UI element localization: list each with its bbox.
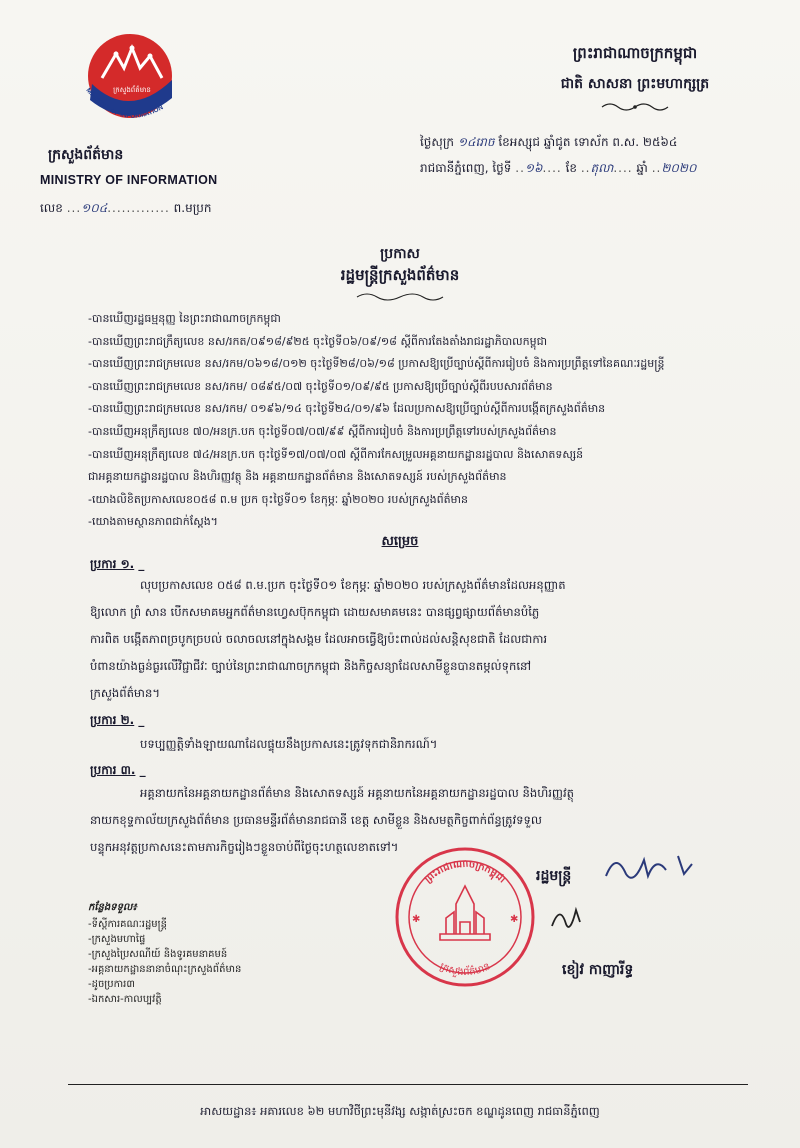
- recipients-header: កន្លែងទទួល៖: [88, 902, 137, 913]
- article-line: បំពានយ៉ាងធ្ងន់ធ្ងរលើវិជ្ជាជីវៈ ច្បាប់នៃព្រះរាជាណាចក្រកម្ពុជា និងកិច្ចសន្យាដែលសាមីខ្លួនបានតម្កល់ទុកនៅ: [90, 659, 532, 673]
- document-type-title: ប្រកាស: [380, 246, 420, 262]
- logo-ring-text: MINISTRY OF INFORMATION: [84, 87, 165, 120]
- ministry-logo-block: [40, 28, 230, 143]
- signatory-title: រដ្ឋមន្ត្រី: [536, 868, 572, 884]
- ornament-icon: [600, 101, 670, 113]
- recipients-list: [88, 900, 241, 1007]
- article-3-heading: ប្រការ ៣. _: [90, 763, 146, 777]
- date-lunar-hand: ១៤រោច: [457, 135, 495, 149]
- ref-suffix: ព.មប្រក: [173, 201, 212, 215]
- signature-mark-icon: [596, 846, 706, 886]
- svg-text:ក្រសួងព័ត៌មាន: ក្រសួងព័ត៌មាន: [437, 961, 493, 979]
- preamble-item: -បានឃើញរដ្ឋធម្មនុញ្ញ នៃព្រះរាជាណាចក្រកម្ពុជា: [88, 312, 281, 325]
- ministry-name-en: MINISTRY OF INFORMATION: [40, 173, 218, 187]
- preamble-list: [88, 308, 778, 534]
- preamble-item: -បានឃើញព្រះរាជក្រឹត្យលេខ នស/រកត/០៩១៨/៩២៥ ចុះថ្ងៃទី០៦/០៩/១៨ ស្តីពីការតែងតាំងរាជរដ្ឋាភិបាលកម្ពុជា: [88, 334, 548, 348]
- signatory-name: ខៀវ កាញារីទ្ធ: [562, 962, 634, 978]
- preamble-item: -បានឃើញព្រះរាជក្រមលេខ នស/រកម/ ០១៩៦/១៤ ចុះថ្ងៃទី២៤/០១/៩៦ ដែលប្រកាសឱ្យប្រើច្បាប់ស្តីពីការបង្កើតក្រសួងព័ត៌មាន: [88, 402, 606, 416]
- article-2-body: [90, 731, 770, 758]
- document-issuer-title: រដ្ឋមន្ត្រីក្រសួងព័ត៌មាន: [340, 266, 460, 284]
- article-line: អគ្គនាយកនៃអគ្គនាយកដ្ឋានព័ត៌មាន និងសោតទស្សន៍ អគ្គនាយកនៃអគ្គនាយកដ្ឋានរដ្ឋបាល និងហិរញ្ញវត្ថុ: [140, 786, 574, 800]
- article-2-heading: ប្រការ ២. _: [90, 713, 145, 727]
- preamble-item: -យោងតាមស្ថានភាពជាក់ស្តែង។: [88, 515, 218, 529]
- article-line: ឱ្យលោក ព្រំ សាន បើកសមាគមអ្នកព័ត៌មានហ្វេសប៊ុកកម្ពុជា ដោយសមាគមនេះ បានផ្សព្វផ្សាយព័ត៌មានបំភ្លៃ: [90, 605, 540, 619]
- recipient-item: -ដូចប្រការ៣: [88, 979, 135, 990]
- title-ornament-icon: [355, 291, 445, 303]
- footer-divider: [68, 1084, 748, 1085]
- ref-number: ១០៤: [81, 201, 108, 215]
- kingdom-title: ព្រះរាជាណាចក្រកម្ពុជា: [572, 44, 698, 62]
- kingdom-motto: ជាតិ សាសនា ព្រះមហាក្សត្រ: [560, 76, 710, 92]
- decision-heading: សម្រេច: [381, 534, 419, 549]
- svg-text:✱: ✱: [510, 914, 519, 925]
- article-1-body: [90, 572, 770, 707]
- article-line: លុបប្រកាសលេខ ០៥៨ ព.ម.ប្រក ចុះថ្ងៃទី០១ ខែកុម្ភៈ ឆ្នាំ២០២០ របស់ក្រសួងព័ត៌មានដែលអនុញ្ញាត: [140, 578, 566, 592]
- article-line: នាយកខុទ្ទកាល័យក្រសួងព័ត៌មាន ប្រធានមន្ទីរព័ត៌មានរាជធានី ខេត្ត សាមីខ្លួន និងសមត្ថកិច្ចពាក់ព័ន្ធត្រូវទទួល: [90, 813, 542, 827]
- logo-km-small: ក្រសួងព័ត៌មាន: [113, 86, 151, 94]
- official-stamp-icon: [390, 842, 540, 992]
- preamble-item: -បានឃើញព្រះរាជក្រមលេខ នស/រកម/០៦១៨/០១២ ចុះថ្ងៃទី២៨/០៦/១៨ ប្រកាសឱ្យប្រើច្បាប់ស្តីពីការរៀបចំ និងការប្រព្រឹត្តទៅនៃគណៈរដ្ឋមន្ត្រី: [88, 357, 665, 371]
- recipient-item: -ទីស្តីការគណៈរដ្ឋមន្ត្រី: [88, 919, 167, 930]
- article-1-heading: ប្រការ ១. _: [90, 557, 145, 571]
- svg-text:✱: ✱: [412, 914, 421, 925]
- ministry-logo-icon: [72, 28, 192, 143]
- preamble-item: -បានឃើញអនុក្រឹត្យលេខ ៧៤/អនក្រ.បក ចុះថ្ងៃទី១៧/០៧/០៧ ស្តីពីការកែសម្រួលអគ្គនាយកដ្ឋានរដ្ឋបាល និងសោតទស្សន៍: [88, 447, 584, 461]
- reference-number: លេខ ...១០៤............. ព.មប្រក: [40, 201, 212, 215]
- ref-prefix: លេខ: [40, 201, 63, 215]
- article-line: ការពិត បង្កើតភាពច្របូកច្របល់ ចលាចលនៅក្នុងសង្គម ដែលអាចធ្វើឱ្យប៉ះពាល់ដល់សន្តិសុខជាតិ ដែលជាការ: [90, 632, 548, 646]
- svg-text:ព្រះរាជាណាចក្រកម្ពុជា: ព្រះរាជាណាចក្រកម្ពុជា: [422, 858, 508, 886]
- article-line: បទប្បញ្ញត្តិទាំងឡាយណាដែលផ្ទុយនឹងប្រកាសនេះត្រូវទុកជានិរាករណ៍។: [140, 737, 438, 751]
- kingdom-header: [505, 44, 765, 117]
- date-lunar: ថ្ងៃសុក្រ ១៤រោច ខែអស្សុជ ឆ្នាំជូត ទោស័ក ព.ស. ២៥៦៤: [420, 135, 678, 149]
- date-solar: រាជធានីភ្នំពេញ, ថ្ងៃទី ..១៦.... ខែ ..តុលា.... ឆ្នាំ ..២០២០: [420, 161, 697, 175]
- ministry-name-km: ក្រសួងព័ត៌មាន: [48, 147, 124, 163]
- preamble-item: -បានឃើញអនុក្រឹត្យលេខ ៧០/អនក្រ.បក ចុះថ្ងៃទី០៧/០៧/៩៩ ស្តីពីការរៀបចំ និងការប្រព្រឹត្តទៅរបស់ក្រសួងព័ត៌មាន: [88, 424, 557, 438]
- preamble-item: -បានឃើញព្រះរាជក្រមលេខ នស/រកម/ ០៨៩៥/០៧ ចុះថ្ងៃទី០១/០៩/៩៥ ប្រកាសឱ្យប្រើច្បាប់ស្តីពីរបបសារព័ត៌មាន: [88, 379, 553, 393]
- recipient-item: -ក្រសួងមហាផ្ទៃ: [88, 934, 146, 945]
- article-line: ក្រសួងព័ត៌មាន។: [90, 686, 160, 700]
- recipient-item: -អគ្គនាយកដ្ឋាននានាចំណុះក្រសួងព័ត៌មាន: [88, 964, 242, 975]
- recipient-item: -ក្រសួងប្រៃសណីយ៍ និងទូរគមនាគមន៍: [88, 949, 228, 960]
- footer-address: អាសយដ្ឋាន៖ អគារលេខ ៦២ មហាវិថីព្រះមុនីវង្ស សង្កាត់ស្រះចក ខណ្ឌដូនពេញ រាជធានីភ្នំពេញ: [200, 1104, 600, 1118]
- initials-signature-icon: [546, 900, 586, 936]
- article-line: បន្ទុកអនុវត្តប្រកាសនេះតាមភារកិច្ចរៀងៗខ្លួនចាប់ពីថ្ងៃចុះហត្ថលេខាតទៅ។: [90, 840, 399, 854]
- preamble-item: ជាអគ្គនាយកដ្ឋានរដ្ឋបាល និងហិរញ្ញវត្ថុ និង អគ្គនាយកដ្ឋានព័ត៌មាន និងសោតទស្សន៍ របស់ក្រសួងព័ត៌មាន: [88, 470, 507, 484]
- recipient-item: -ឯកសារ-កាលប្បវត្តិ: [88, 994, 162, 1005]
- preamble-item: -យោងលិខិតប្រកាសលេខ០៥៨ ព.ម ប្រក ចុះថ្ងៃទី០១ ខែកុម្ភៈ ឆ្នាំ២០២០ របស់ក្រសួងព័ត៌មាន: [88, 492, 469, 506]
